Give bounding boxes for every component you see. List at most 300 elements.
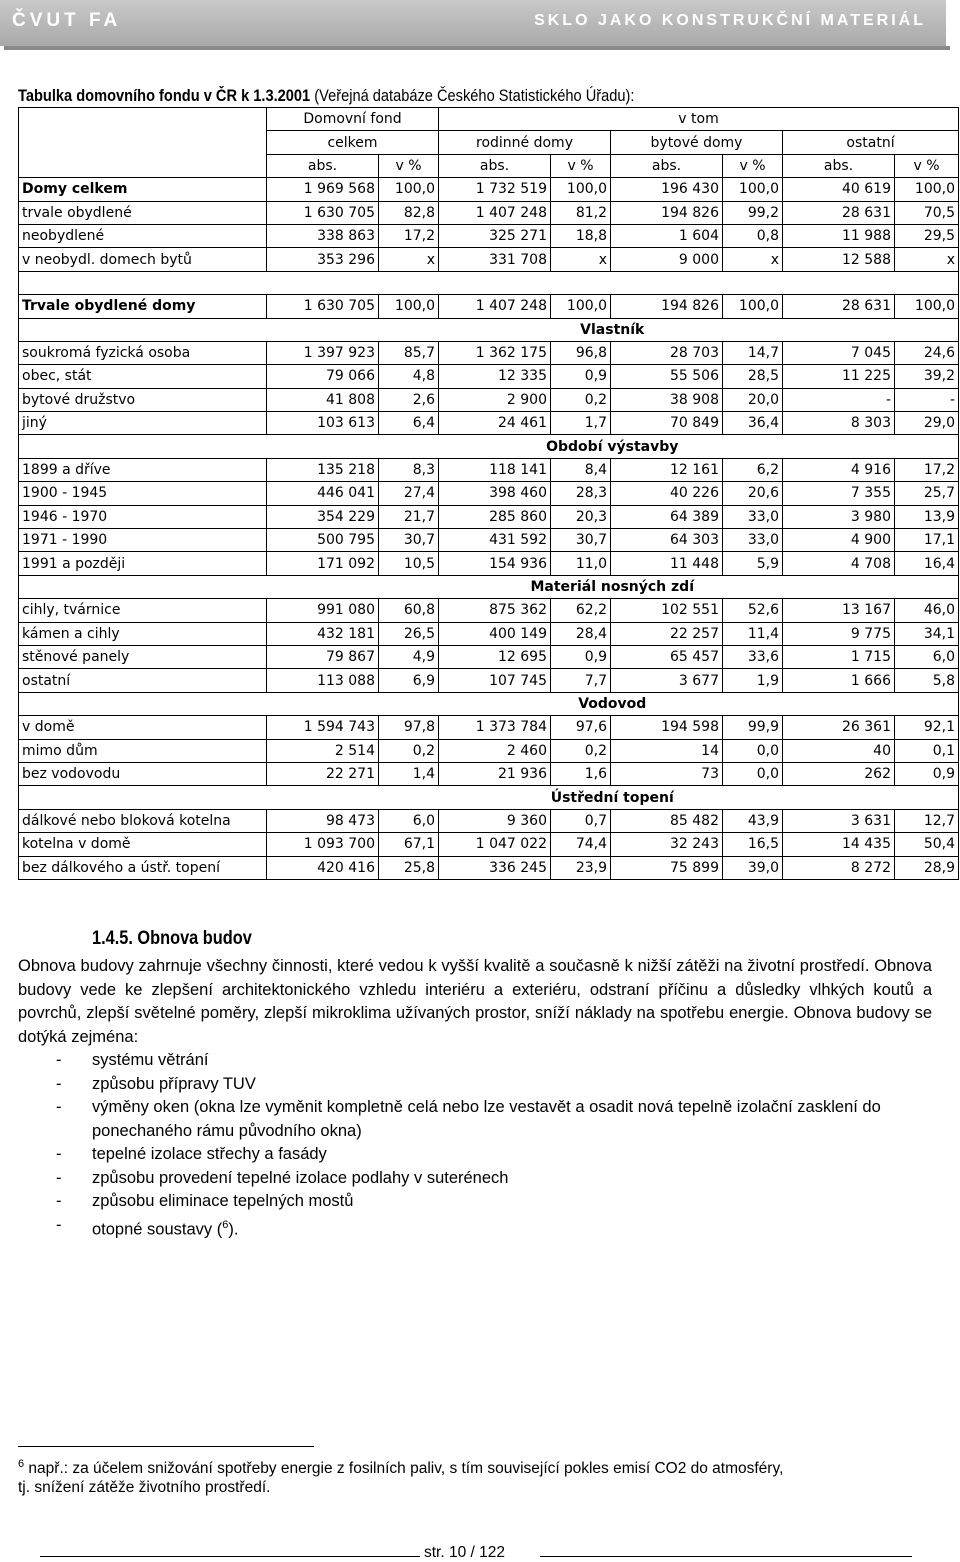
table-row	[19, 224, 959, 247]
row-value: 17,2	[895, 458, 959, 481]
blank-cell	[439, 271, 551, 294]
row-label: soukromá fyzická osoba	[19, 341, 267, 364]
row-value: 1,6	[551, 762, 611, 785]
table-row	[19, 716, 959, 739]
table-row	[19, 295, 959, 318]
blank-cell	[19, 271, 267, 294]
bullet-dash: -	[56, 1051, 62, 1069]
row-value: 13,9	[895, 505, 959, 528]
row-value: 12,7	[895, 809, 959, 832]
table-row	[19, 341, 959, 364]
row-value: 28 703	[611, 341, 723, 364]
row-value: 1 362 175	[439, 341, 551, 364]
row-value: 0,2	[551, 739, 611, 762]
section-empty-cell	[19, 318, 267, 341]
row-value: 1,4	[379, 762, 439, 785]
row-value: 9 775	[783, 622, 895, 645]
row-value: 12 161	[611, 458, 723, 481]
row-value: 100,0	[895, 295, 959, 318]
row-value: 0,9	[895, 762, 959, 785]
row-value: 100,0	[379, 295, 439, 318]
row-value: 154 936	[439, 552, 551, 575]
header-unit-cell: v %	[379, 154, 439, 177]
row-value: 16,4	[895, 552, 959, 575]
header-unit-cell: abs.	[439, 154, 551, 177]
row-label: Domy celkem	[19, 178, 267, 201]
row-value: 8 303	[783, 412, 895, 435]
row-value: 285 860	[439, 505, 551, 528]
row-value: 33,0	[723, 505, 783, 528]
row-value: 32 243	[611, 833, 723, 856]
row-value: 62,2	[551, 599, 611, 622]
table-row	[19, 856, 959, 879]
bullet-item	[56, 1143, 916, 1167]
footnote-number: 6	[18, 1458, 25, 1470]
row-value: 4,9	[379, 645, 439, 668]
row-value: 400 149	[439, 622, 551, 645]
table-row	[19, 833, 959, 856]
row-value: 21,7	[379, 505, 439, 528]
row-value: -	[783, 388, 895, 411]
table-row	[19, 645, 959, 668]
row-value: 262	[783, 762, 895, 785]
table-row	[19, 739, 959, 762]
row-value: 0,1	[895, 739, 959, 762]
row-value: 22 257	[611, 622, 723, 645]
row-value: 2 514	[267, 739, 379, 762]
row-value: 1 630 705	[267, 201, 379, 224]
section-title: Vodovod	[267, 692, 959, 715]
bullet-text-end: ).	[228, 1220, 239, 1238]
row-value: 92,1	[895, 716, 959, 739]
table-row	[19, 388, 959, 411]
row-label: v domě	[19, 716, 267, 739]
row-value: 33,6	[723, 645, 783, 668]
header-unit-cell: abs.	[783, 154, 895, 177]
row-label: v neobydl. domech bytů	[19, 248, 267, 271]
row-value: 12 695	[439, 645, 551, 668]
bullet-item	[56, 1049, 916, 1073]
row-label: 1991 a později	[19, 552, 267, 575]
row-value: 5,9	[723, 552, 783, 575]
row-value: 1 594 743	[267, 716, 379, 739]
row-value: 100,0	[895, 178, 959, 201]
row-value: 1,9	[723, 669, 783, 692]
header-celkem: celkem	[267, 131, 439, 154]
row-value: 28,9	[895, 856, 959, 879]
row-value: 40	[783, 739, 895, 762]
section-paragraph: Obnova budovy zahrnuje všechny činnosti, které vedou k vyšší kvalitě a současně k nižší zátěži na životní prostředí. Obnova budovy vede ke zlepšení architektonického vzhledu interiéru a exteriéru, odstraní příčinu a důsledky vlhkých koutů a povrchů, zlepší světelné poměry, zlepší mikroklima užívaných prostor, sníží náklady na spotřebu energie. Obnova budovy se dotýká zejména:	[18, 957, 932, 1046]
row-label: 1899 a dříve	[19, 458, 267, 481]
row-value: 25,8	[379, 856, 439, 879]
section-title: Materiál nosných zdí	[267, 575, 959, 598]
row-value: 6,2	[723, 458, 783, 481]
row-value: 194 826	[611, 201, 723, 224]
row-value: 40 619	[783, 178, 895, 201]
bullet-text: způsobu provedení tepelné izolace podlahy v suterénech	[92, 1168, 509, 1187]
row-value: -	[895, 388, 959, 411]
section-empty-cell	[19, 692, 267, 715]
bullet-text: otopné soustavy (	[92, 1220, 223, 1238]
row-value: 6,4	[379, 412, 439, 435]
row-value: 27,4	[379, 482, 439, 505]
header-unit-cell: abs.	[611, 154, 723, 177]
housing-stock-table	[18, 107, 959, 880]
section-title: Ústřední topení	[267, 786, 959, 809]
row-value: 29,5	[895, 224, 959, 247]
row-value: 17,1	[895, 529, 959, 552]
row-value: 28,5	[723, 365, 783, 388]
row-value: 38 908	[611, 388, 723, 411]
bullet-item	[56, 1073, 916, 1097]
row-label: cihly, tvárnice	[19, 599, 267, 622]
header-empty-cell	[19, 108, 267, 178]
row-value: 1 604	[611, 224, 723, 247]
row-value: 5,8	[895, 669, 959, 692]
bullet-dash: -	[56, 1074, 62, 1093]
row-value: 8,4	[551, 458, 611, 481]
table-section-row	[19, 786, 959, 809]
row-label: kámen a cihly	[19, 622, 267, 645]
row-value: 0,0	[723, 739, 783, 762]
table-row	[19, 669, 959, 692]
row-value: 11 448	[611, 552, 723, 575]
row-value: 82,8	[379, 201, 439, 224]
row-value: 7,7	[551, 669, 611, 692]
row-value: 331 708	[439, 248, 551, 271]
row-value: 3 631	[783, 809, 895, 832]
row-value: 4 916	[783, 458, 895, 481]
row-value: 398 460	[439, 482, 551, 505]
row-value: 431 592	[439, 529, 551, 552]
header-unit-cell: v %	[895, 154, 959, 177]
bullet-dash: -	[56, 1098, 62, 1116]
row-value: 100,0	[379, 178, 439, 201]
row-value: 6,9	[379, 669, 439, 692]
row-value: 26 361	[783, 716, 895, 739]
row-value: 14 435	[783, 833, 895, 856]
bullet-item-last	[56, 1214, 916, 1242]
row-value: 73	[611, 762, 723, 785]
bullet-text: tepelné izolace střechy a fasády	[92, 1145, 327, 1163]
row-value: 46,0	[895, 599, 959, 622]
row-value: 29,0	[895, 412, 959, 435]
row-value: 50,4	[895, 833, 959, 856]
row-value: 28,4	[551, 622, 611, 645]
row-value: 102 551	[611, 599, 723, 622]
row-value: 991 080	[267, 599, 379, 622]
row-value: 11 988	[783, 224, 895, 247]
table-blank-row	[19, 271, 959, 294]
table-row	[19, 622, 959, 645]
row-label: 1900 - 1945	[19, 482, 267, 505]
row-value: 99,9	[723, 716, 783, 739]
row-value: 2 460	[439, 739, 551, 762]
bullet-dash: -	[56, 1192, 62, 1210]
row-value: 1 715	[783, 645, 895, 668]
section-heading: 1.4.5. Obnova budov	[92, 928, 252, 949]
row-value: 97,6	[551, 716, 611, 739]
row-label: 1971 - 1990	[19, 529, 267, 552]
bullet-text: způsobu přípravy TUV	[92, 1074, 256, 1093]
section-title: Vlastník	[267, 318, 959, 341]
row-label: trvale obydlené	[19, 201, 267, 224]
row-value: 875 362	[439, 599, 551, 622]
row-value: 1 666	[783, 669, 895, 692]
row-value: 25,7	[895, 482, 959, 505]
row-value: 0,2	[379, 739, 439, 762]
row-value: 0,0	[723, 762, 783, 785]
row-value: 13 167	[783, 599, 895, 622]
row-value: 65 457	[611, 645, 723, 668]
row-value: 28 631	[783, 201, 895, 224]
table-row	[19, 529, 959, 552]
row-value: 24,6	[895, 341, 959, 364]
row-value: 60,8	[379, 599, 439, 622]
table-caption-normal: (Veřejná databáze Českého Statistického Úřadu):	[310, 86, 635, 105]
row-value: 325 271	[439, 224, 551, 247]
table-section-row	[19, 435, 959, 458]
bullet-dash: -	[56, 1168, 62, 1187]
footnote-text: např.: za účelem snižování spotřeby energie z fosilních paliv, s tím související pokles emisí CO2 do atmosféry,	[24, 1460, 784, 1478]
row-value: 12 588	[783, 248, 895, 271]
row-value: 20,3	[551, 505, 611, 528]
row-value: 4,8	[379, 365, 439, 388]
row-value: 0,9	[551, 645, 611, 668]
row-value: x	[895, 248, 959, 271]
row-value: 23,9	[551, 856, 611, 879]
row-value: 0,7	[551, 809, 611, 832]
section-title: Období výstavby	[267, 435, 959, 458]
row-value: 100,0	[723, 178, 783, 201]
table-row	[19, 248, 959, 271]
row-value: 3 677	[611, 669, 723, 692]
row-value: 14,7	[723, 341, 783, 364]
row-label: Trvale obydlené domy	[19, 295, 267, 318]
row-value: 17,2	[379, 224, 439, 247]
header-domovni-fond: Domovní fond	[267, 108, 439, 131]
table-row	[19, 809, 959, 832]
blank-cell	[551, 271, 611, 294]
table-caption-bold: Tabulka domovního fondu v ČR k 1.3.2001	[18, 86, 311, 105]
row-value: 7 045	[783, 341, 895, 364]
row-label: ostatní	[19, 669, 267, 692]
blank-cell	[611, 271, 723, 294]
row-value: 26,5	[379, 622, 439, 645]
bullet-list	[56, 1049, 916, 1242]
row-value: 96,8	[551, 341, 611, 364]
row-label: obec, stát	[19, 365, 267, 388]
table-header-row-1	[19, 108, 959, 131]
table-caption	[18, 86, 634, 106]
row-value: x	[551, 248, 611, 271]
table-row	[19, 482, 959, 505]
bullet-item	[56, 1096, 916, 1143]
row-value: 420 416	[267, 856, 379, 879]
row-value: 10,5	[379, 552, 439, 575]
row-value: 64 303	[611, 529, 723, 552]
row-label: kotelna v domě	[19, 833, 267, 856]
row-value: 85 482	[611, 809, 723, 832]
table-row	[19, 505, 959, 528]
section-empty-cell	[19, 435, 267, 458]
header-unit-cell: abs.	[267, 154, 379, 177]
row-label: mimo dům	[19, 739, 267, 762]
table-row	[19, 458, 959, 481]
row-value: 33,0	[723, 529, 783, 552]
bullet-item	[56, 1167, 916, 1191]
row-value: 81,2	[551, 201, 611, 224]
bullet-dash: -	[56, 1215, 62, 1234]
blank-cell	[783, 271, 895, 294]
page-header	[0, 0, 946, 46]
row-value: 11,0	[551, 552, 611, 575]
row-value: 1 630 705	[267, 295, 379, 318]
row-value: 1,7	[551, 412, 611, 435]
row-value: 67,1	[379, 833, 439, 856]
table-row	[19, 412, 959, 435]
row-value: 9 000	[611, 248, 723, 271]
row-value: 55 506	[611, 365, 723, 388]
row-value: 41 808	[267, 388, 379, 411]
row-value: 85,7	[379, 341, 439, 364]
row-label: bez vodovodu	[19, 762, 267, 785]
row-value: 500 795	[267, 529, 379, 552]
row-value: 1 397 923	[267, 341, 379, 364]
row-value: 64 389	[611, 505, 723, 528]
row-value: 43,9	[723, 809, 783, 832]
row-value: 446 041	[267, 482, 379, 505]
row-value: 107 745	[439, 669, 551, 692]
row-value: 1 047 022	[439, 833, 551, 856]
row-value: 0,9	[551, 365, 611, 388]
bullet-text: systému větrání	[92, 1051, 209, 1069]
footer-line-left	[40, 1556, 420, 1557]
row-value: 1 093 700	[267, 833, 379, 856]
row-value: 194 598	[611, 716, 723, 739]
header-ostatni: ostatní	[783, 131, 959, 154]
row-value: 98 473	[267, 809, 379, 832]
row-value: 432 181	[267, 622, 379, 645]
row-value: 103 613	[267, 412, 379, 435]
row-label: 1946 - 1970	[19, 505, 267, 528]
row-value: 30,7	[551, 529, 611, 552]
row-label: jiný	[19, 412, 267, 435]
footnote	[18, 1455, 932, 1497]
row-value: 11,4	[723, 622, 783, 645]
blank-cell	[723, 271, 783, 294]
row-value: 30,7	[379, 529, 439, 552]
row-value: 196 430	[611, 178, 723, 201]
row-value: 336 245	[439, 856, 551, 879]
row-value: 12 335	[439, 365, 551, 388]
row-value: 75 899	[611, 856, 723, 879]
header-right-title: SKLO JAKO KONSTRUKČNÍ MATERIÁL	[534, 12, 926, 29]
row-value: 100,0	[551, 178, 611, 201]
row-value: 6,0	[895, 645, 959, 668]
row-value: 100,0	[723, 295, 783, 318]
bullet-text: výměny oken (okna lze vyměnit kompletně celá nebo lze vestavět a osadit nová tepelně izolační zasklení do ponechaného rámu původního okna)	[92, 1098, 881, 1140]
header-unit-cell: v %	[551, 154, 611, 177]
row-value: 20,0	[723, 388, 783, 411]
header-rodinne-domy: rodinné domy	[439, 131, 611, 154]
footer-line-right	[540, 1556, 912, 1557]
row-value: 28 631	[783, 295, 895, 318]
bullet-text: způsobu eliminace tepelných mostů	[92, 1192, 354, 1210]
footnote-text-2: tj. snížení zátěže životního prostředí.	[18, 1479, 271, 1497]
table-row	[19, 201, 959, 224]
row-value: 39,0	[723, 856, 783, 879]
row-value: 21 936	[439, 762, 551, 785]
row-value: 0,8	[723, 224, 783, 247]
row-value: 2 900	[439, 388, 551, 411]
bullet-dash: -	[56, 1145, 62, 1163]
row-label: dálkové nebo bloková kotelna	[19, 809, 267, 832]
footnote-ref: 6	[222, 1218, 229, 1231]
row-value: 0,2	[551, 388, 611, 411]
bullet-item	[56, 1190, 916, 1214]
row-value: 79 867	[267, 645, 379, 668]
row-value: 8,3	[379, 458, 439, 481]
blank-cell	[895, 271, 959, 294]
table-section-row	[19, 692, 959, 715]
table-row	[19, 552, 959, 575]
row-value: x	[379, 248, 439, 271]
row-value: 16,5	[723, 833, 783, 856]
row-value: 171 092	[267, 552, 379, 575]
row-value: 79 066	[267, 365, 379, 388]
row-value: 70 849	[611, 412, 723, 435]
header-unit-cell: v %	[723, 154, 783, 177]
table-row	[19, 762, 959, 785]
row-value: 354 229	[267, 505, 379, 528]
section-empty-cell	[19, 575, 267, 598]
row-value: 100,0	[551, 295, 611, 318]
row-label: stěnové panely	[19, 645, 267, 668]
row-value: x	[723, 248, 783, 271]
table-section-row	[19, 575, 959, 598]
row-value: 1 407 248	[439, 295, 551, 318]
row-value: 74,4	[551, 833, 611, 856]
row-value: 338 863	[267, 224, 379, 247]
row-label: bez dálkového a ústř. topení	[19, 856, 267, 879]
row-value: 6,0	[379, 809, 439, 832]
row-value: 97,8	[379, 716, 439, 739]
row-value: 7 355	[783, 482, 895, 505]
row-value: 14	[611, 739, 723, 762]
table-row	[19, 178, 959, 201]
row-value: 99,2	[723, 201, 783, 224]
section-empty-cell	[19, 786, 267, 809]
row-value: 1 373 784	[439, 716, 551, 739]
footnote-separator	[18, 1446, 314, 1447]
row-value: 52,6	[723, 599, 783, 622]
row-value: 118 141	[439, 458, 551, 481]
row-value: 9 360	[439, 809, 551, 832]
row-value: 353 296	[267, 248, 379, 271]
row-value: 34,1	[895, 622, 959, 645]
row-value: 2,6	[379, 388, 439, 411]
row-value: 20,6	[723, 482, 783, 505]
row-value: 1 407 248	[439, 201, 551, 224]
row-value: 8 272	[783, 856, 895, 879]
row-value: 194 826	[611, 295, 723, 318]
header-v-tom: v tom	[439, 108, 959, 131]
row-value: 36,4	[723, 412, 783, 435]
row-value: 24 461	[439, 412, 551, 435]
header-left-title: ČVUT FA	[12, 10, 122, 31]
row-value: 39,2	[895, 365, 959, 388]
